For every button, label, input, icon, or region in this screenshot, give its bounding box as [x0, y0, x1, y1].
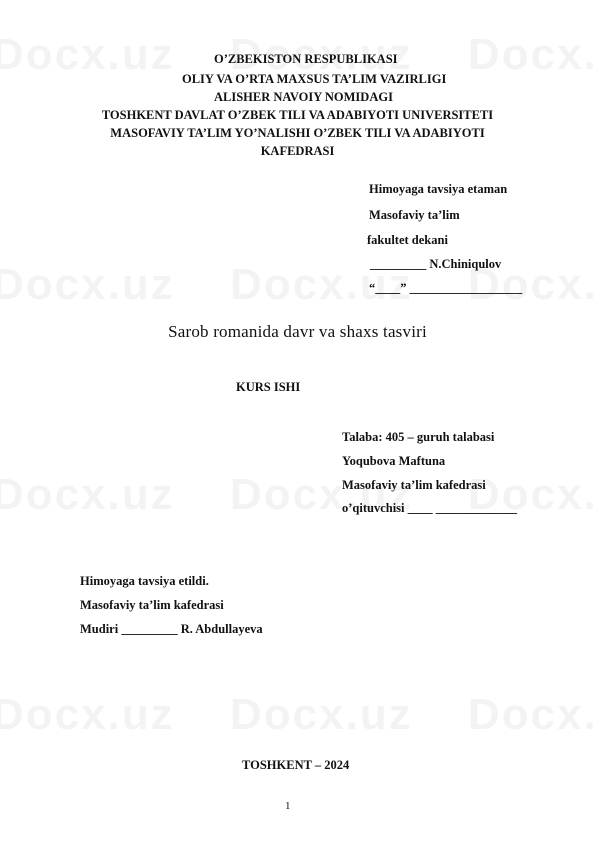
student-name: Yoqubova Maftuna: [342, 454, 446, 468]
watermark-text: [0, 690, 175, 740]
watermark-text: [468, 690, 595, 740]
watermark-text: [0, 470, 175, 520]
approval-role: fakultet dekani: [367, 233, 448, 247]
watermark-text: [0, 260, 175, 310]
header-kafedra: KAFEDRASI: [260, 144, 335, 158]
approval-signature: _________ N.Chiniqulov: [370, 257, 502, 271]
header-ministry: OLIY VA O’RTA MAXSUS TA’LIM VAZIRLIGI: [182, 72, 447, 86]
header-university: TOSHKENT DAVLAT O’ZBEK TILI VA ADABIYOTI UNIVERSITETI: [101, 108, 494, 122]
recommendation-department: Masofaviy ta’lim kafedrasi: [80, 598, 224, 612]
watermark-text: [230, 690, 413, 740]
document-title: Sarob romanida davr va shaxs tasviri: [168, 322, 427, 341]
work-type: KURS ISHI: [236, 380, 301, 394]
recommendation-heading: Himoyaga tavsiya etildi.: [80, 574, 209, 588]
header-named-after: ALISHER NAVOIY NOMIDAGI: [214, 90, 393, 104]
city-year: TOSHKENT – 2024: [242, 758, 350, 772]
watermark-text: [468, 30, 595, 80]
student-teacher: o’qituvchisi ____ _____________: [342, 501, 518, 515]
approval-date: “____” __________________: [369, 281, 523, 295]
recommendation-head-signature: Mudiri _________ R. Abdullayeva: [80, 622, 263, 636]
header-country: O’ZBEKISTON RESPUBLIKASI: [214, 52, 398, 66]
header-department: MASOFAVIY TA’LIM YO’NALISHI O’ZBEK TILI VA ADABIYOTI: [110, 126, 485, 140]
student-group: Talaba: 405 – guruh talabasi: [342, 430, 495, 444]
page-number: 1: [285, 800, 291, 812]
approval-heading: Himoyaga tavsiya etaman: [369, 182, 508, 196]
watermark-text: [0, 30, 175, 80]
approval-faculty: Masofaviy ta’lim: [369, 208, 460, 222]
student-department: Masofaviy ta’lim kafedrasi: [342, 478, 486, 492]
